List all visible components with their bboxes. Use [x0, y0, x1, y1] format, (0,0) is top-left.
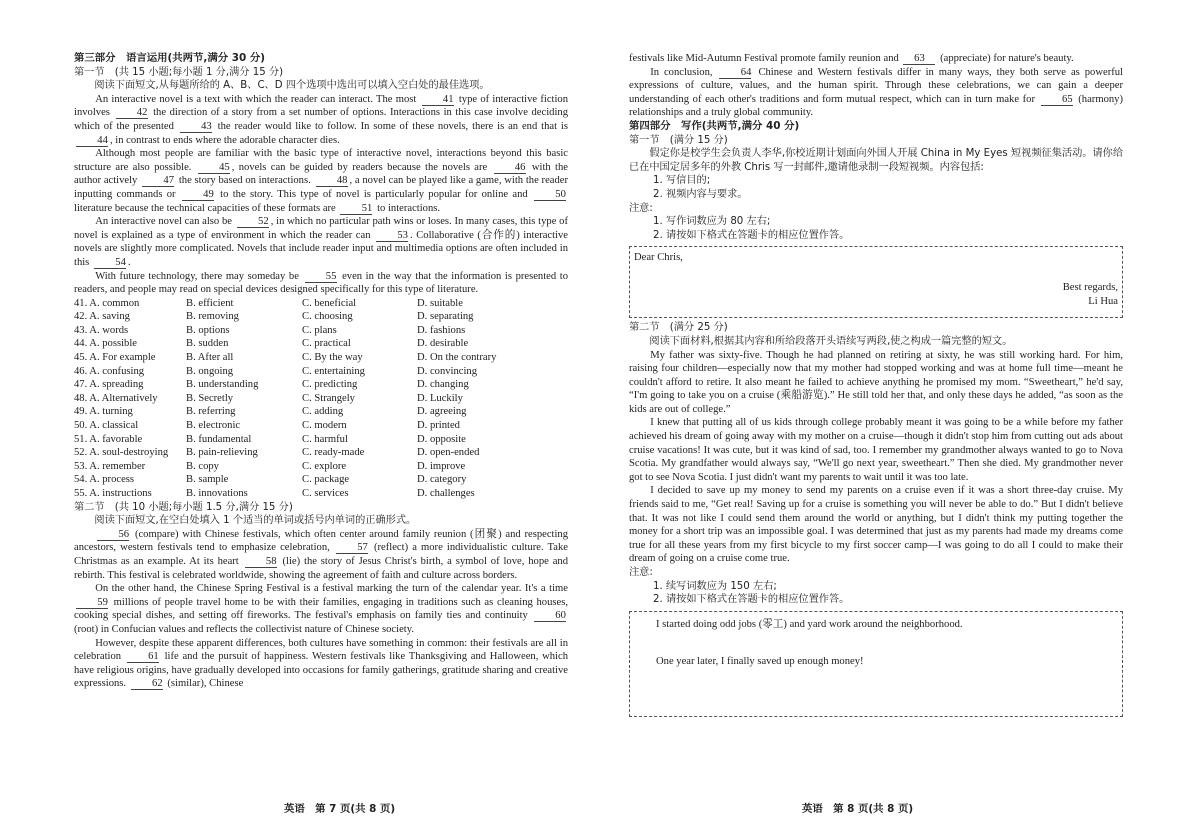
cloze-paragraph-2: Although most people are familiar with the basic type of interactive novel, interactions beyond this basic structure are also possible. 45 , novels can be guided by readers because the novels are 46 with the author actively 47 the story based on interactions. 48 , a novel can be played like a game, with the reader inputting commands or 49 to the story. This type of novel is particularly popular for online and 50 literature because the technical capacities of these formats are 51 to interactions.: [74, 148, 568, 214]
blank-65: 65: [1041, 94, 1073, 106]
blank-56: 56: [97, 529, 129, 541]
option: 43. A. words: [74, 324, 129, 336]
note-label: 注意:: [629, 567, 653, 578]
option: C. beneficial: [302, 297, 357, 309]
option: D. suitable: [417, 297, 463, 309]
blank-47: 47: [142, 175, 174, 187]
letter-signature: Li Hua: [1088, 296, 1118, 308]
blank-51: 51: [340, 203, 372, 215]
blank-58: 58: [245, 556, 277, 568]
option: D. agreeing: [417, 406, 467, 418]
letter-closing: Best regards,: [1062, 282, 1118, 294]
page-footer-right: 英语 第 8 页(共 8 页): [802, 803, 914, 815]
option: D. opposite: [417, 433, 466, 445]
cloze-paragraph-1: An interactive novel is a text with which the reader can interact. The most 41 type of interactive fiction involves 42 the direction of a story from a set number of options. Interactions in this case involve deciding which of the presented 43 the reader would like to follow. In some of these novels, there is an end that is 44 , in contrast to ends where the adorable character dies.: [74, 93, 568, 146]
option: B. referring: [186, 406, 236, 418]
section2-title: 第二节 (共 10 小题;每小题 1.5 分,满分 15 分): [74, 501, 293, 513]
grammar-paragraph-3: However, despite these apparent differences, both cultures have something in common: their festivals are all in celebration 61 life and the pursuit of happiness. Western festivals like Thanksgiving and Halloween, which have religious origins, have gradually developed into occasions for family gatherings, gratitude sharing and creative expressions. 62 (similar), Chinese: [74, 637, 568, 690]
blank-54: 54: [94, 257, 126, 269]
blank-64: 64: [719, 67, 751, 79]
option: 41. A. common: [74, 297, 140, 309]
blank-43: 43: [180, 121, 212, 133]
blank-53: 53: [376, 230, 408, 242]
option: B. removing: [186, 311, 239, 323]
option: B. sample: [186, 474, 229, 486]
option: C. package: [302, 474, 350, 486]
option: 51. A. favorable: [74, 433, 143, 445]
option: C. harmful: [302, 433, 348, 445]
option: C. Strangely: [302, 392, 355, 404]
blank-46: 46: [494, 162, 526, 174]
blank-42: 42: [116, 107, 148, 119]
blank-60: 60: [534, 610, 566, 622]
cloze-paragraph-4: With future technology, there may someday be 55 even in the way that the information is presented to readers, and people may read on special devices designed specifically for this type of literature.: [74, 270, 568, 296]
blank-63: 63: [903, 53, 935, 65]
writing2-note: 1. 续写词数应为 150 左右;: [653, 580, 777, 592]
option: 48. A. Alternatively: [74, 392, 158, 404]
part4-title: 第四部分 写作(共两节,满分 40 分): [629, 119, 800, 132]
option: D. desirable: [417, 338, 469, 350]
option: C. modern: [302, 420, 347, 432]
story-paragraph-3: I decided to save up my money to send my parents on a cruise even if it was a short three-day cruise. My friends said to me, “Get real! Saving up for a cruise is something you will never be able to do.” But I didn't believe that. It was not like I could send them around the world or anything, but I didn't think my putting together the money for a short trip was an impossible goal. I was determined that just as my parents had made my dreams come true for all these years from my first bicycle to my first soccer camp—I was going to do all I could to make their dream of going on a cruise come true.: [629, 485, 1123, 565]
writing2-instructions: 阅读下面材料,根据其内容和所给段落开头语续写两段,使之构成一篇完整的短文。: [649, 335, 1013, 347]
writing1-note: 1. 写作词数应为 80 左右;: [653, 216, 771, 228]
option: C. adding: [302, 406, 344, 418]
option: D. challenges: [417, 488, 475, 499]
option: C. practical: [302, 338, 351, 350]
option: C. explore: [302, 460, 347, 472]
option: D. improve: [417, 460, 466, 472]
option: B. After all: [186, 352, 234, 364]
option: B. efficient: [186, 297, 234, 309]
writing2-note: 2. 请按如下格式在答题卡的相应位置作答。: [653, 594, 850, 606]
cloze-paragraph-3: An interactive novel can also be 52 , in which no particular path wins or loses. In many cases, this type of novel is explained as a type of environment in which the reader can 53 . Collaborative (合作的) interactive novels are slightly more complicated. Novels that include reader input and multimedia options are often included in this 54 .: [74, 216, 569, 268]
continuation-opening-2: One year later, I finally saved up enough money!: [656, 656, 864, 668]
continuation-answer-box: [629, 611, 1123, 717]
option: B. electronic: [186, 420, 241, 432]
option: D. On the contrary: [417, 352, 497, 364]
option: 52. A. soul-destroying: [74, 447, 169, 459]
story-paragraph-1: My father was sixty-five. Though he had planned on retiring at sixty, he was still working hard. For him, raising four children—especially now that my mother had stopped working and was at home full time—meant he couldn't afford to retire. It also meant he failed to achieve anything he promised my mom. “Sweetheart,” he'd say, “I'm going to take you on a cruise (乘船游览).” He still told her that, and only these days he added, “as soon as the kids are out of college.”: [629, 349, 1123, 415]
options-grid: [74, 297, 568, 501]
section1-instructions: 阅读下面短文,从每题所给的 A、B、C、D 四个选项中选出可以填入空白处的最佳选项。: [94, 80, 490, 92]
option: D. separating: [417, 311, 474, 323]
letter-answer-box: [629, 246, 1123, 318]
option: D. printed: [417, 420, 460, 432]
option: B. copy: [186, 460, 219, 472]
grammar-paragraph-2: On the other hand, the Chinese Spring Festival is a festival marking the turn of the calendar year. It's a time 59 millions of people travel home to be with their families, engaging in traditions such as cleaning houses, cooking special dishes, and setting off fireworks. The festival's emphasis on family ties and continuity 60 (root) in Confucian values and reflects the collectivist nature of Chinese society.: [74, 583, 568, 635]
option: 53. A. remember: [74, 460, 146, 472]
part3-title: 第三部分 语言运用(共两节,满分 30 分): [74, 52, 265, 64]
blank-55: 55: [305, 271, 337, 283]
blank-52: 52: [237, 216, 269, 228]
option: 50. A. classical: [74, 420, 139, 432]
option: C. plans: [302, 324, 337, 336]
option: B. pain-relieving: [186, 447, 258, 459]
option: B. sudden: [186, 338, 229, 350]
continuation-opening-1: I started doing odd jobs (零工) and yard work around the neighborhood.: [656, 618, 963, 630]
option: C. By the way: [302, 352, 363, 364]
blank-59: 59: [76, 597, 108, 609]
section2-instructions: 阅读下面短文,在空白处填入 1 个适当的单词或括号内单词的正确形式。: [94, 515, 417, 527]
right-page: [629, 52, 1123, 717]
option: B. understanding: [186, 379, 259, 391]
blank-44: 44: [76, 135, 108, 147]
grammar-paragraph-3-cont: festivals like Mid-Autumn Festival promote family reunion and 63 (appreciate) for nature's beauty.: [629, 53, 1074, 64]
blank-57: 57: [336, 542, 368, 554]
grammar-paragraph-1: 56 (compare) with Chinese festivals, which often center around family reunion (团聚) and respecting ancestors, western festivals tend to emphasize celebration, 57 (reflect) a more individualistic culture. Take Christmas as an example. At its heart 58 (lie) the story of Jesus Christ's birth, a symbol of love, hope and rebirth. This festival is celebrated worldwide, showing the agreement of faith and culture across borders.: [74, 528, 568, 581]
section1-title: 第一节 (共 15 小题;每小题 1 分,满分 15 分): [74, 66, 284, 78]
option: C. services: [302, 488, 349, 499]
option: B. innovations: [186, 488, 248, 499]
option: D. Luckily: [417, 392, 463, 404]
option: 44. A. possible: [74, 338, 137, 350]
option: D. open-ended: [417, 447, 480, 459]
writing1-point: 2. 视频内容与要求。: [653, 188, 748, 200]
option: 46. A. confusing: [74, 365, 145, 377]
note-label: 注意:: [629, 202, 653, 214]
option: C. predicting: [302, 379, 358, 391]
option: B. ongoing: [186, 365, 234, 377]
blank-62: 62: [131, 678, 163, 690]
page-footer-left: 英语 第 7 页(共 8 页): [284, 803, 396, 815]
blank-50: 50: [534, 189, 566, 201]
blank-49: 49: [182, 189, 214, 201]
option: 54. A. process: [74, 474, 135, 486]
option: 42. A. saving: [74, 311, 130, 323]
option: C. choosing: [302, 311, 353, 323]
option: 55. A. instructions: [74, 488, 152, 499]
letter-greeting: Dear Chris,: [634, 252, 683, 264]
option: B. fundamental: [186, 433, 252, 445]
option: D. changing: [417, 379, 469, 391]
option: 45. A. For example: [74, 352, 156, 364]
writing1-instructions: 假定你是校学生会负责人李华,你校近期计划面向外国人开展 China in My Eyes 短视频征集活动。请你给已在中国定居多年的外教 Chris 写一封邮件,邀请他录制一段短视频。内容包括:: [629, 148, 1124, 173]
blank-48: 48: [316, 175, 348, 187]
option: D. category: [417, 474, 467, 486]
option: B. options: [186, 324, 230, 336]
writing2-title: 第二节 (满分 25 分): [629, 322, 728, 334]
writing1-note: 2. 请按如下格式在答题卡的相应位置作答。: [653, 229, 850, 241]
blank-41: 41: [422, 94, 454, 106]
grammar-paragraph-4: In conclusion, 64 Chinese and Western festivals differ in many ways, they both serve as powerful expressions of culture, values, and the human spirit. Through these celebrations, we can gain a deeper understanding of each other's traditions and form mutual respect, which can in turn make for 65 (harmony) relationships and a truly global community.: [629, 66, 1123, 119]
option: C. ready-made: [302, 447, 365, 459]
option: D. convincing: [417, 365, 478, 377]
option: D. fashions: [417, 324, 466, 336]
option: 49. A. turning: [74, 406, 133, 418]
option: 47. A. spreading: [74, 379, 144, 391]
story-paragraph-2: I knew that putting all of us kids through college probably meant it was going to be a while before my father achieved his dream of going away with my mother on a cruise—though it didn't stop him from cutting out ads about cruise vacations! It was cute, but it was kind of sad, too. I remember my grandmother always wanted to go to Nova Scotia. My grandfather would always say, “We'll go next year, sweetheart.” Then she died. My grandmother never got to see Nova Scotia. I just didn't want my parents to wait until it was too late.: [629, 417, 1123, 483]
blank-61: 61: [127, 651, 159, 663]
option: C. entertaining: [302, 365, 365, 377]
blank-45: 45: [198, 162, 230, 174]
writing1-title: 第一节 (满分 15 分): [629, 134, 728, 146]
left-page: [74, 52, 568, 691]
writing1-point: 1. 写信目的;: [653, 175, 711, 187]
option: B. Secretly: [186, 392, 234, 404]
